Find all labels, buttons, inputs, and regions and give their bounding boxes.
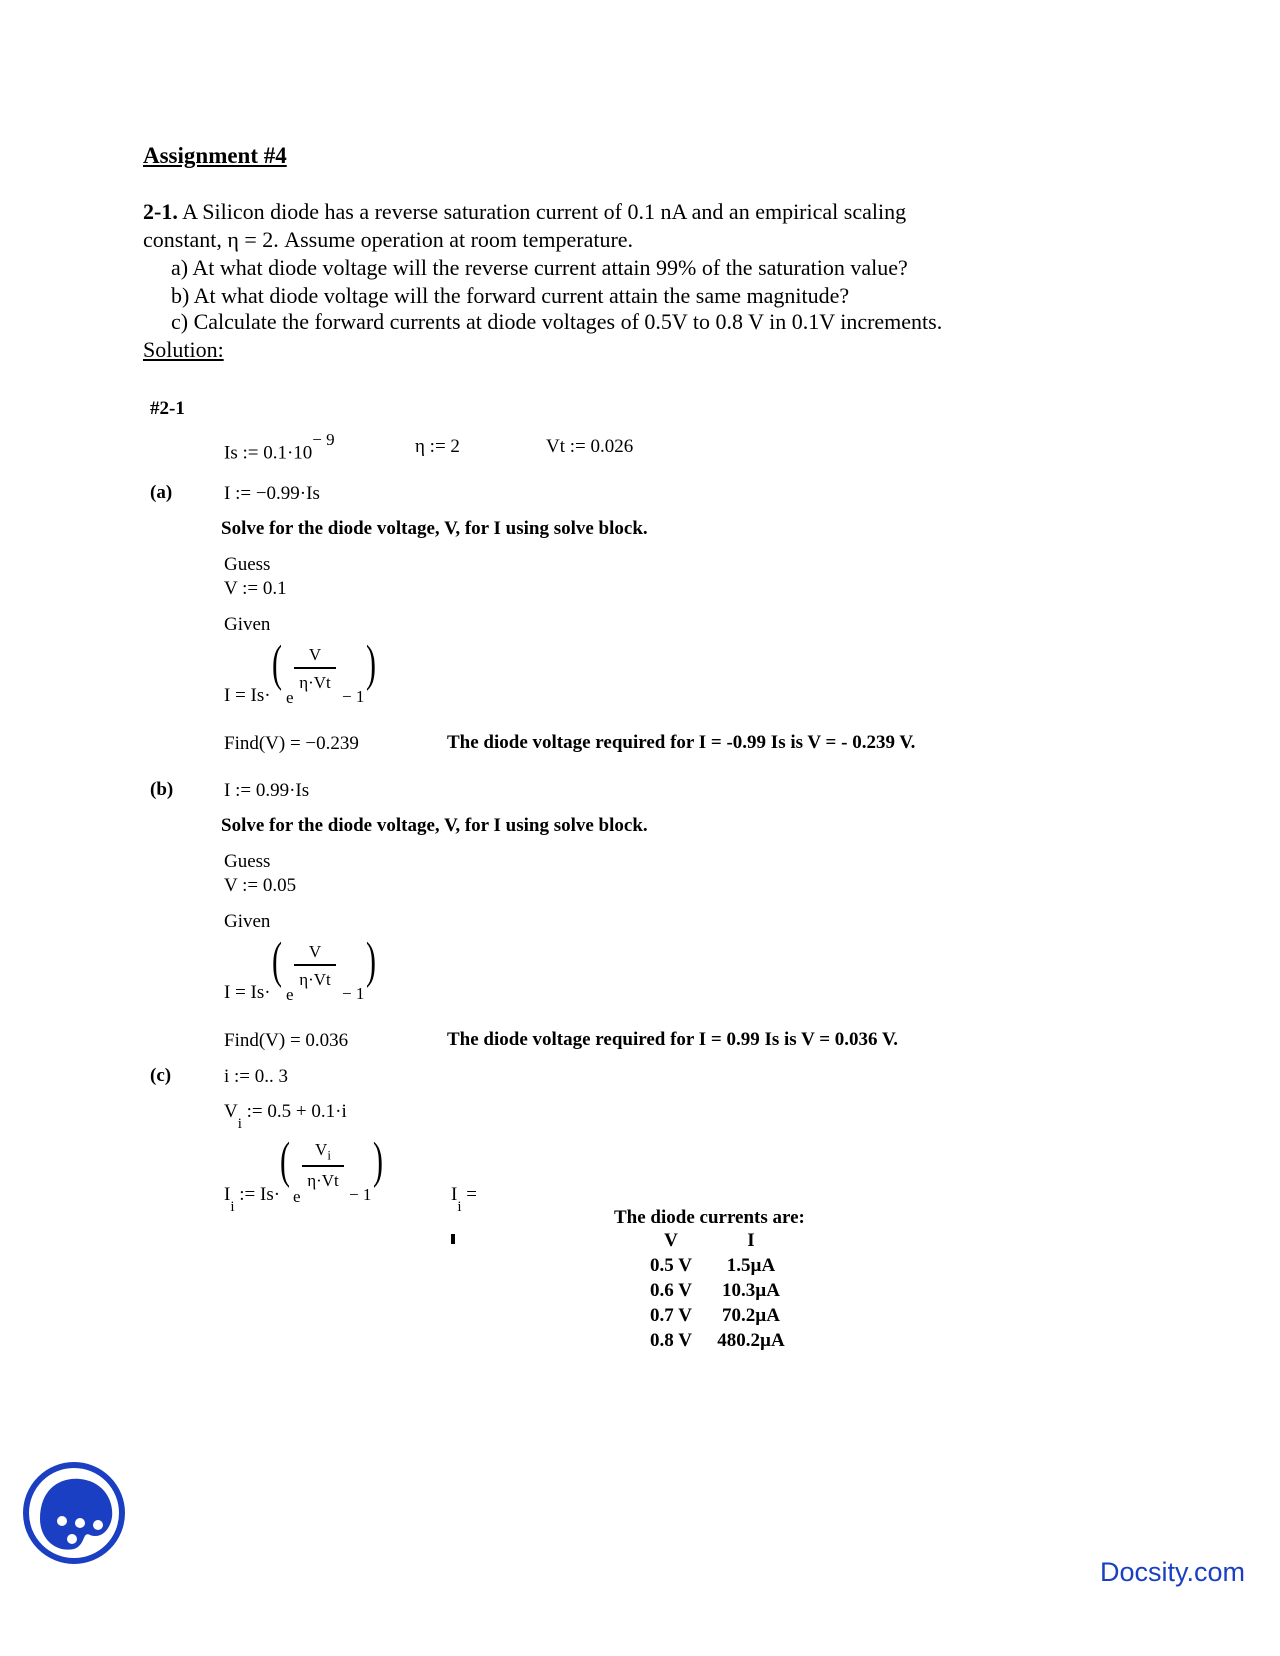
part-a-label: (a) <box>150 482 173 503</box>
problem-item-b: b) At what diode voltage will the forward current attain the same magnitude? <box>171 283 850 308</box>
table-cell-i: 70.2µA <box>722 1304 780 1326</box>
part-b-i-definition: I := 0.99·Is <box>224 780 310 801</box>
part-b-label: (b) <box>150 779 174 800</box>
table-cell-v: 0.5 V <box>650 1254 692 1276</box>
part-b-frac-den: η·Vt <box>299 970 331 989</box>
docsity-brand-link[interactable]: Docsity.com <box>1100 1557 1246 1587</box>
page-title: Assignment #4 <box>143 143 287 168</box>
part-b-left-paren: ( <box>272 933 282 990</box>
part-c-range-definition: i := 0.. 3 <box>224 1066 289 1087</box>
problem-statement-line1: 2-1. A Silicon diode has a reverse saturation current of 0.1 nA and an empirical scaling <box>143 199 907 224</box>
part-a-frac-den: η·Vt <box>299 673 331 692</box>
part-b-eq-lhs: I = Is· <box>224 982 271 1003</box>
part-a-result: The diode voltage required for I = -0.99 Is is V = - 0.239 V. <box>447 732 916 753</box>
output-table-marker <box>451 1234 455 1244</box>
logo-dot-4 <box>67 1534 77 1544</box>
logo-dot-3 <box>93 1520 103 1530</box>
part-c-output-label: $I_i$ = <box>451 1184 477 1215</box>
part-b-result: The diode voltage required for I = 0.99 Is is V = 0.036 V. <box>447 1029 898 1050</box>
table-row <box>636 1303 796 1328</box>
part-b-find: Find(V) = 0.036 <box>224 1030 349 1051</box>
part-c-label: (c) <box>150 1065 172 1086</box>
table-header-row <box>636 1228 796 1253</box>
problem-item-c: c) Calculate the forward currents at diode voltages of 0.5V to 0.8 V in 0.1V increments. <box>171 309 943 334</box>
problem-statement-line2: constant, η = 2. Assume operation at room temperature. <box>143 227 634 252</box>
part-a-right-paren: ) <box>366 636 376 693</box>
diode-currents-caption: The diode currents are: <box>614 1207 805 1228</box>
part-c-left-paren: ( <box>280 1133 290 1190</box>
part-a-instruction: Solve for the diode voltage, V, for I using solve block. <box>221 518 648 539</box>
table-cell-i: 1.5µA <box>726 1254 776 1276</box>
part-a-given: Given <box>224 614 271 635</box>
solution-label: Solution: <box>143 337 224 362</box>
part-c-frac-num: $V_i$ <box>315 1140 331 1163</box>
part-b-right-paren: ) <box>366 933 376 990</box>
table-cell-v: 0.7 V <box>650 1304 692 1326</box>
table-cell-i: 480.2µA <box>717 1329 785 1351</box>
table-header-i: I <box>747 1229 755 1251</box>
part-b-instruction: Solve for the diode voltage, V, for I using solve block. <box>221 815 648 836</box>
table-cell-i: 10.3µA <box>722 1279 780 1301</box>
part-c-v-definition: $V_i$ := 0.5 + 0.1·i <box>224 1101 347 1132</box>
part-a-v-guess: V := 0.1 <box>224 578 287 599</box>
worksheet-label: #2-1 <box>150 398 185 419</box>
part-a-guess: Guess <box>224 554 271 575</box>
part-c-frac-den: η·Vt <box>307 1171 339 1190</box>
part-b-frac-num: V <box>308 942 322 961</box>
table-row <box>636 1278 796 1303</box>
part-b-eq-minus1: − 1 <box>342 984 365 1003</box>
part-b-eq-e: e <box>286 985 294 1004</box>
part-a-frac-num: V <box>308 645 322 664</box>
table-row <box>636 1328 796 1353</box>
part-c-eq-minus1: − 1 <box>349 1185 372 1204</box>
part-b-guess: Guess <box>224 851 271 872</box>
part-b-v-guess: V := 0.05 <box>224 875 297 896</box>
table-cell-v: 0.8 V <box>650 1329 692 1351</box>
part-c-i-lhs: $I_i$ := Is· <box>224 1184 281 1215</box>
part-a-eq-e: e <box>286 688 294 707</box>
part-a-find: Find(V) = −0.239 <box>224 733 359 754</box>
eta-definition: η := 2 <box>415 436 460 457</box>
logo-dot-1 <box>57 1516 67 1526</box>
problem-number: 2-1. <box>143 199 178 224</box>
diode-currents-table <box>636 1228 796 1353</box>
part-a-i-definition: I := −0.99·Is <box>224 483 320 504</box>
part-c-right-paren: ) <box>373 1133 383 1190</box>
is-definition: Is := $0.1\cdot 10^{- 9}$ <box>224 430 335 464</box>
part-a-eq-lhs: I = Is· <box>224 685 271 706</box>
problem-item-a: a) At what diode voltage will the reverse current attain 99% of the saturation value? <box>171 255 908 280</box>
logo-dot-2 <box>75 1518 85 1528</box>
part-c-eq-e: e <box>293 1187 301 1206</box>
table-header-v: V <box>664 1229 678 1251</box>
part-a-frac-line <box>294 667 336 669</box>
table-cell-v: 0.6 V <box>650 1279 692 1301</box>
part-b-frac-line <box>294 964 336 966</box>
part-c-frac-line <box>302 1165 344 1167</box>
vt-definition: Vt := 0.026 <box>546 436 634 457</box>
part-a-left-paren: ( <box>272 636 282 693</box>
part-b-given: Given <box>224 911 271 932</box>
docsity-logo-icon[interactable] <box>20 1459 128 1567</box>
table-row <box>636 1253 796 1278</box>
part-a-eq-minus1: − 1 <box>342 687 365 706</box>
